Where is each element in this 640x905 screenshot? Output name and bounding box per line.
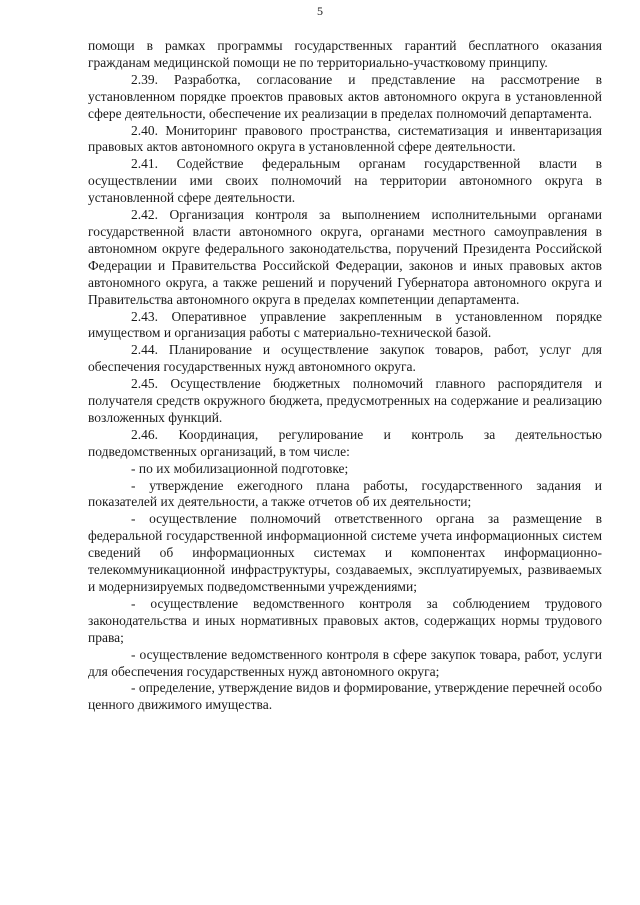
page-number: 5 bbox=[317, 4, 323, 18]
paragraph: 2.41. Содействие федеральным органам государственной власти в осуществлении ими своих полномочий на территории автономного округа в установленной сфере деятельности. bbox=[88, 156, 602, 206]
paragraph: - утверждение ежегодного плана работы, государственного задания и показателей их деятельности, а также отчетов об их деятельности; bbox=[88, 477, 602, 510]
paragraph: - определение, утверждение видов и формирование, утверждение перечней особо ценного движимого имущества. bbox=[88, 680, 602, 713]
paragraph: 2.39. Разработка, согласование и представление на рассмотрение в установленном порядке проектов правовых актов автономного округа в установленной сфере деятельности, обеспечение их реализации в пределах полномочий департамента. bbox=[88, 71, 602, 121]
paragraph: - по их мобилизационной подготовке; bbox=[131, 460, 349, 476]
paragraph: - осуществление ведомственного контроля в сфере закупок товара, работ, услуги для обеспечения государственных нужд автономного округа; bbox=[88, 646, 602, 679]
paragraph: 2.43. Оперативное управление закрепленным в установленном порядке имуществом и организация работы с материально-технической базой. bbox=[88, 308, 602, 341]
paragraph: 2.44. Планирование и осуществление закупок товаров, работ, услуг для обеспечения государственных нужд автономного округа. bbox=[88, 342, 602, 375]
paragraph: 2.46. Координация, регулирование и контроль за деятельностью подведомственных организаций, в том числе: bbox=[88, 426, 602, 459]
paragraph: 2.42. Организация контроля за выполнением исполнительными органами государственной власти автономного округа, органами местного самоуправления в автономном округе федерального законодательства, поручений Президента Российской Федерации и Правительства Российской Федерации, законов и иных правовых актов автономного округа, а также решений и поручений Губернатора автономного округа и Правительства автономного округа в пределах компетенции департамента. bbox=[88, 207, 602, 307]
paragraph: - осуществление ведомственного контроля за соблюдением трудового законодательства и иных нормативных правовых актов, содержащих нормы трудового права; bbox=[88, 595, 602, 645]
paragraph: 2.45. Осуществление бюджетных полномочий главного распорядителя и получателя средств окружного бюджета, предусмотренных на содержание и реализацию возложенных функций. bbox=[88, 376, 602, 425]
paragraph: - осуществление полномочий ответственного органа за размещение в федеральной государственной информационной системе учета информационных систем сведений об информационных системах и компонентах информационно-телекоммуникационной инфраструктуры, создаваемых, эксплуатируемых, развиваемых и модернизируемых подведомственными учреждениями; bbox=[88, 511, 602, 594]
document-body bbox=[88, 38, 602, 714]
paragraph: помощи в рамках программы государственных гарантий бесплатного оказания гражданам медицинской помощи не по территориально-участковому принципу. bbox=[88, 38, 602, 70]
paragraph: 2.40. Мониторинг правового пространства, систематизация и инвентаризация правовых актов автономного округа в установленной сфере деятельности. bbox=[88, 122, 602, 155]
